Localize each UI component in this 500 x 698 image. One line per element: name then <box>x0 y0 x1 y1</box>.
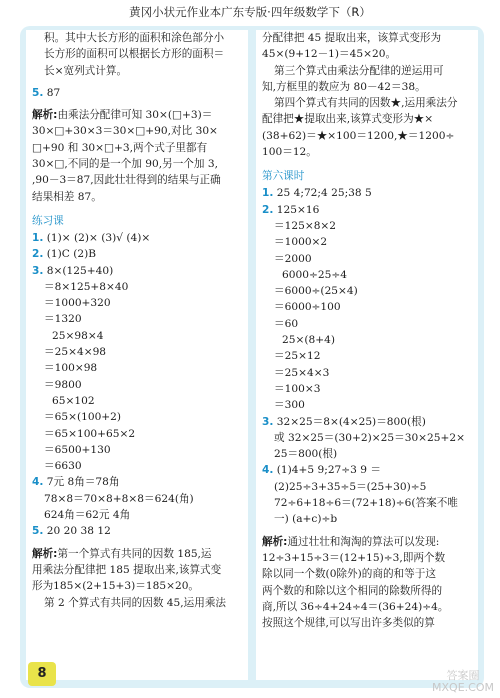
answer-5: 5. 87 <box>32 86 61 99</box>
page-header: 黄冈小状元作业本广东专版·四年级数学下（R） <box>129 5 371 19</box>
answer-5b: 5. 20 20 38 12 <box>32 525 111 538</box>
text-line: 积。其中大长方形的面积和涂色部分小 <box>44 32 225 44</box>
explanation-label: 解析: <box>32 109 58 122</box>
answer-4-steps: (2)25÷3+35÷5＝(25+30)÷5 72÷6+18÷6＝(72+18)÷6(答案不唯 一) (a+c)÷b <box>274 480 458 526</box>
explanation-1: 解析:由乘法分配律可知 30×(□+3)＝ 30×□+30×3＝30×□+90,对比 30× □+90 和 30×□+3,两个式子里都有 30×□,不同的是一个加 90,另一个加 3, ,90－3＝87,因此壮壮得到的结果与正确 结果相差 87。 <box>32 109 221 203</box>
answer-3: 3. 32×25＝8×(4×25)＝800(根) <box>262 415 426 428</box>
explanation-2: 解析:第一个算式有共同的因数 185,运 用乘法分配律把 185 提取出来,该算式变 形为185×(2+15+3)＝185×20。 <box>32 547 222 593</box>
answer-3-steps: ＝8×125+8×40 ＝1000+320 ＝1320 25×98×4 ＝25×4×98 ＝100×98 ＝9800 65×102 ＝65×(100+2) ＝65×100+65×2 ＝6500+130 ＝6630 <box>44 280 136 473</box>
page-number: 8 <box>28 662 56 686</box>
section-title-practice: 练习课 <box>32 214 64 227</box>
text-line: 长×宽列式计算。 <box>44 64 128 77</box>
intro-text <box>26 30 248 79</box>
text-line: 长方形的面积可以根据长方形的面积＝ <box>44 48 225 61</box>
answer-1: 1. 25 4;72;4 25;38 5 <box>262 187 372 200</box>
answer-2-steps: ＝125×8×2 ＝1000×2 ＝2000 6000÷25÷4 ＝6000÷(25×4) ＝6000÷100 ＝60 25×(8+4) ＝25×12 ＝25×4×3 ＝100×3 ＝300 <box>274 219 358 412</box>
answer-2: 2. 125×16 <box>262 203 320 216</box>
explanation-label: 解析: <box>262 535 288 548</box>
answer-3: 3. 8×(125+40) <box>32 264 114 277</box>
answer-4-steps: 78×8＝70×8+8×8＝624(角) 624角＝62元 4角 <box>44 492 194 522</box>
answer-3-steps: 或 32×25＝(30+2)×25＝30×25+2× 25＝800(根) <box>274 431 466 461</box>
section-title-lesson-6: 第六课时 <box>262 170 305 183</box>
text-line: 第 2 个算式有共同的因数 45,运用乘法 <box>44 596 227 609</box>
answer-1: 1. (1)× (2)× (3)√ (4)× <box>32 231 151 244</box>
watermark: 答案圈 MXQE.COM <box>432 669 494 694</box>
answer-4: 4. (1)4+5 9;27÷3 9 ＝ <box>262 464 381 477</box>
answer-2: 2. (1)C (2)B <box>32 248 97 261</box>
left-column <box>26 30 248 680</box>
right-column <box>256 30 478 680</box>
explanation-3: 解析:通过壮壮和淘淘的算法可以发现: 12÷3+15÷3＝(12+15)÷3,即两个数 除以同一个数(0除外)的商的和等于这 两个数的和除以这个相同的除数所得的 商,所以 36÷4+24÷4＝(36+24)÷4。 按照这个规律,可以写出许多类似的算 <box>262 535 449 630</box>
explanation-label: 解析: <box>32 547 58 560</box>
answer-4: 4. 7元 8角＝78角 <box>32 476 120 489</box>
explanation-continued: 分配律把 45 提取出来，该算式变形为 45×(9+12－1)＝45×20。 第三个算式由乘法分配律的逆运用可 知,方框里的数应为 80－42＝38。 第四个算式有共同的因数★,运用乘法分 配律把★提取出来,该算式变形为★× (38+62)＝★×100＝1200,★＝1200÷ 100＝12。 <box>262 32 458 159</box>
